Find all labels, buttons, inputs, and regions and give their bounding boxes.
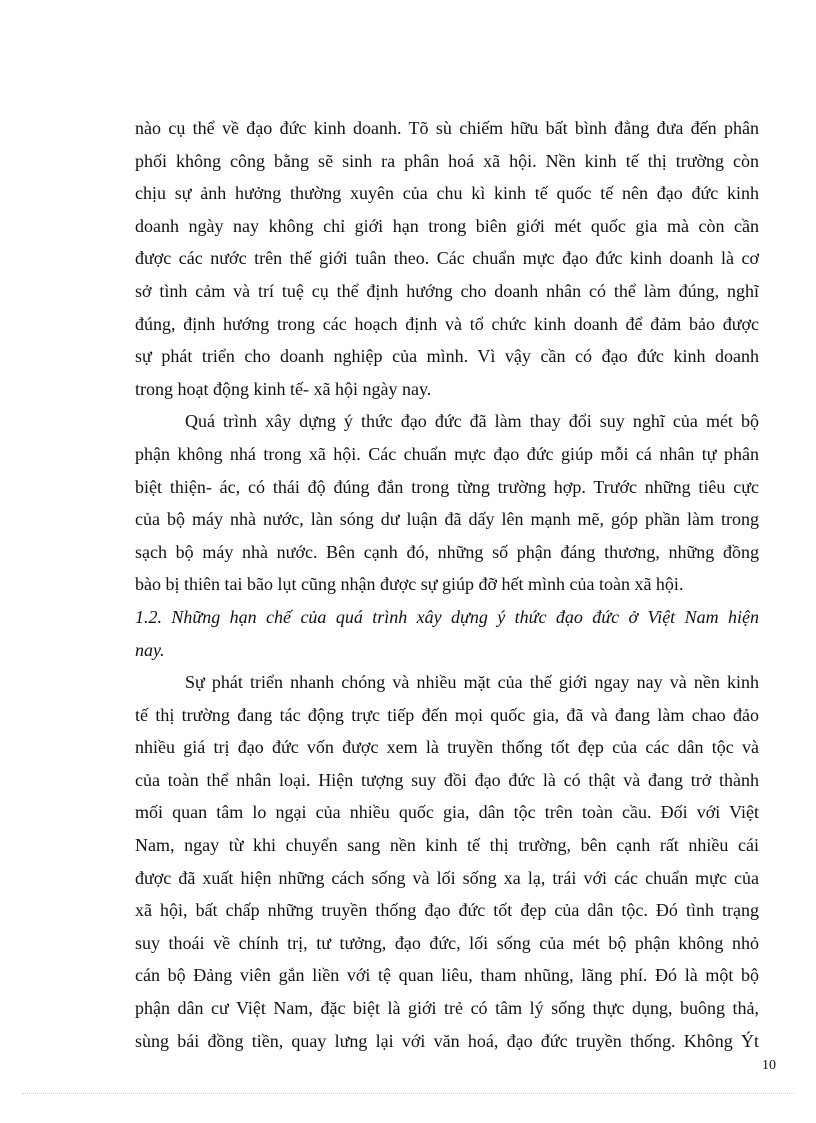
footer-divider xyxy=(22,1093,794,1094)
page-number: 10 xyxy=(762,1058,776,1073)
text-line: suy thoái về chính trị, tư tưởng, đạo đức, lối sống của mét bộ phận không nhỏ xyxy=(135,932,759,953)
paragraph-first-line: Quá trình xây dựng ý thức đạo đức đã làm thay đổi suy nghĩ của mét bộ xyxy=(185,411,759,432)
text-line: sự phát triển cho doanh nghiệp của mình. Vì vậy cần có đạo đức kinh doanh xyxy=(135,346,759,367)
text-line: xã hội, bất chấp những truyền thống đạo đức tốt đẹp của dân tộc. Đó tình trạng xyxy=(135,900,759,921)
text-line: của bộ máy nhà nước, làn sóng dư luận đã dấy lên mạnh mẽ, góp phần làm trong xyxy=(135,509,759,530)
section-heading: 1.2. Những hạn chế của quá trình xây dựng ý thức đạo đức ở Việt Nam hiện xyxy=(135,606,759,627)
text-line: doanh ngày nay không chỉ giới hạn trong biên giới mét quốc gia mà còn cần xyxy=(135,215,759,236)
text-line: đúng, định hướng trong các hoạch định và tổ chức kinh doanh để đảm bảo được xyxy=(135,313,759,334)
text-line: nào cụ thể về đạo đức kinh doanh. Tõ sù chiếm hữu bất bình đẳng đưa đến phân xyxy=(135,118,759,138)
text-line: phận không nhá trong xã hội. Các chuẩn mực đạo đức giúp mỗi cá nhân tự phân xyxy=(135,443,759,464)
text-line: nhiều giá trị đạo đức vốn được xem là truyền thống tốt đẹp của các dân tộc và xyxy=(135,737,759,758)
body-text xyxy=(135,112,759,1057)
text-line: Nam, ngay từ khi chuyển sang nền kinh tế thị trường, bên cạnh rất nhiều cái xyxy=(135,835,759,856)
section-heading-continued: nay. xyxy=(135,639,165,660)
text-line: trong hoạt động kinh tế- xã hội ngày nay. xyxy=(135,378,432,399)
text-line: sở tình cảm và trí tuệ cụ thể định hướng cho doanh nhân có thể làm đúng, nghĩ xyxy=(135,280,759,301)
paragraph-first-line: Sự phát triển nhanh chóng và nhiều mặt của thế giới ngay nay và nền kinh xyxy=(185,672,759,693)
text-line: của toàn thể nhân loại. Hiện tượng suy đồi đạo đức là có thật và đang trở thành xyxy=(135,769,759,790)
text-line: phối không công bằng sẽ sinh ra phân hoá xã hội. Nền kinh tế thị trường còn xyxy=(135,150,759,171)
text-line: sùng bái đồng tiền, quay lưng lại với văn hoá, đạo đức truyền thống. Không Ýt xyxy=(135,1030,759,1051)
text-line: chịu sự ảnh hưởng thường xuyên của chu kì kinh tế quốc tế nên đạo đức kinh xyxy=(135,183,759,204)
text-line: cán bộ Đảng viên gắn liền với tệ quan liêu, tham nhũng, lãng phí. Đó là một bộ xyxy=(135,965,759,986)
text-line: sạch bộ máy nhà nước. Bên cạnh đó, những số phận đáng thương, những đồng xyxy=(135,541,759,562)
text-line: được đã xuất hiện những cách sống và lối sống xa lạ, trái với các chuẩn mực của xyxy=(135,867,759,888)
text-line: phận dân cư Việt Nam, đặc biệt là giới trẻ có tâm lý sống thực dụng, buông thả, xyxy=(135,998,759,1019)
text-line: được các nước trên thế giới tuân theo. Các chuẩn mực đạo đức kinh doanh là cơ xyxy=(135,248,759,269)
text-line: mối quan tâm lo ngại của nhiều quốc gia, dân tộc trên toàn cầu. Đối với Việt xyxy=(135,802,759,823)
text-line: bào bị thiên tai bão lụt cũng nhận được sự giúp đỡ hết mình của toàn xã hội. xyxy=(135,574,684,595)
text-line: tế thị trường đang tác động trực tiếp đến mọi quốc gia, đã và đang làm chao đảo xyxy=(135,704,759,725)
text-line: biệt thiện- ác, có thái độ đúng đắn trong từng trường hợp. Trước những tiêu cực xyxy=(135,476,759,497)
